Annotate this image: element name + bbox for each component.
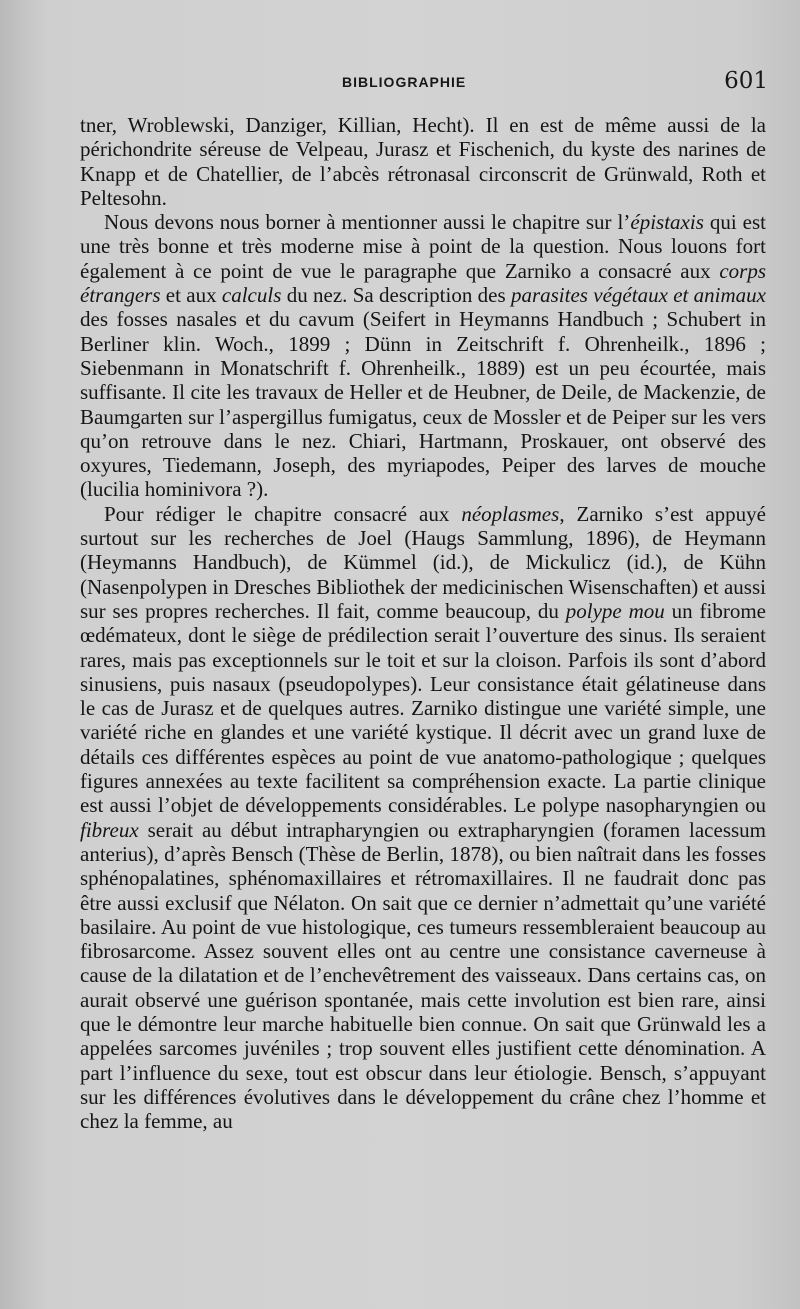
text-run: , Zarniko s’est appuyé surtout sur les recherches de Joel (Haugs Sammlung, 1896), de Heymann (Heymanns Handbuch), de Kümmel (id.), de Mickulicz (id.), de Kühn (Nasenpolypen in Dresches Bibliothek der medicinischen Wisenschaften) et aussi sur ses propres recherches. Il fait, comme beaucoup, du [80, 501, 766, 623]
text-run: Nous devons nous borner à mentionner aussi le chapitre sur l’ [104, 210, 631, 235]
paragraph-3 [80, 502, 766, 1134]
text-run: et aux [160, 283, 222, 308]
italic-term-polype-mou: polype mou [565, 598, 665, 623]
text-run: un fibrome œdémateux, dont le siège de prédilection serait l’ouverture des sinus. Ils seraient rares, mais pas exceptionnels sur le toit et sur la cloison. Parfois ils sont d’abord sinusiens, puis nasaux (pseudopolypes). Leur consistance était gélatineuse dans le cas de Jurasz et de quelques autres. Zarniko distingue une variété simple, une variété riche en glandes et une variété kystique. Il décrit avec un grand luxe de détails ces différentes espèces au point de vue anatomo-pathologique ; quelques figures annexées au texte facilitent sa compréhension exacte. La partie clinique est aussi l’objet de développements considérables. Le polype nasopharyngien ou [80, 598, 766, 818]
paragraph-2 [80, 210, 766, 502]
text-run: du nez. Sa description des [281, 283, 511, 308]
text-run: qui est une très bonne et très moderne mise à point de la question. Nous louons fort également à ce point de vue le paragraphe que Zarniko a consacré aux [80, 210, 767, 283]
text-run: des fosses nasales et du cavum (Seifert in Heymanns Handbuch ; Schubert in Berliner klin. Woch., 1899 ; Dünn in Zeitschrift f. Ohrenheilk., 1896 ; Siebenmann in Monatschrift f. Ohrenheilk., 1889) est un peu écourtée, mais suffisante. Il cite les travaux de Heller et de Heubner, de Deile, de Mackenzie, de Baumgarten sur l’aspergillus fumigatus, ceux de Mossler et de Peiper sur les vers qu’on retrouve dans le nez. Chiari, Hartmann, Proskauer, ont observé des oxyures, Tiedemann, Joseph, des myriapodes, Peiper des larves de mouche (lucilia hominivora ?). [80, 307, 766, 502]
italic-term-parasites: parasites végétaux et animaux [510, 283, 766, 308]
italic-term-calculs: calculs [221, 283, 282, 308]
italic-term-epistaxis: épistaxis [630, 210, 704, 235]
page-number: 601 [724, 68, 768, 94]
italic-term-corps-etrangers: corps étrangers [80, 258, 766, 308]
text-run: serait au début intrapharyngien ou extrapharyngien (foramen lacessum anterius), d’après Bensch (Thèse de Berlin, 1878), ou bien naîtrait dans les fosses sphénopalatines, sphénomaxillaires et rétromaxillaires. Il ne faudrait donc pas être aussi exclusif que Nélaton. On sait que ce dernier n’admettait qu’une variété basilaire. Au point de vue histologique, ces tumeurs ressembleraient beaucoup au fibrosarcome. Assez souvent elles ont au centre une consistance caverneuse à cause de la dilatation et de l’enchevêtrement des vaisseaux. Dans certains cas, on aurait observé une guérison spontanée, mais cette involution est bien rare, ainsi que le démontre leur marche habituelle bien connue. On sait que Grünwald les a appelées sarcomes juvéniles ; trop souvent elles justifient cette dénomination. A part l’influence du sexe, tout est obscur dans leur étiologie. Bensch, s’appuyant sur les différences évolutives dans le développement du crâne chez l’homme et chez la femme, au [80, 817, 766, 1134]
running-title: BIBLIOGRAPHIE [342, 74, 467, 90]
text-run: Pour rédiger le chapitre consacré aux [104, 501, 462, 526]
italic-term-neoplasmes: néoplasmes [461, 501, 560, 526]
paragraph-1-text: tner, Wroblewski, Danziger, Killian, Hecht). Il en est de même aussi de la périchondrite séreuse de Velpeau, Jurasz et Fischenich, du kyste des narines de Knapp et de Chatellier, de l’abcès rétronasal circonscrit de Grünwald, Roth et Peltesohn. [80, 113, 766, 210]
running-head [80, 70, 772, 100]
body-text [80, 113, 766, 1133]
italic-term-fibreux: fibreux [80, 817, 139, 842]
paragraph-1 [80, 113, 766, 210]
